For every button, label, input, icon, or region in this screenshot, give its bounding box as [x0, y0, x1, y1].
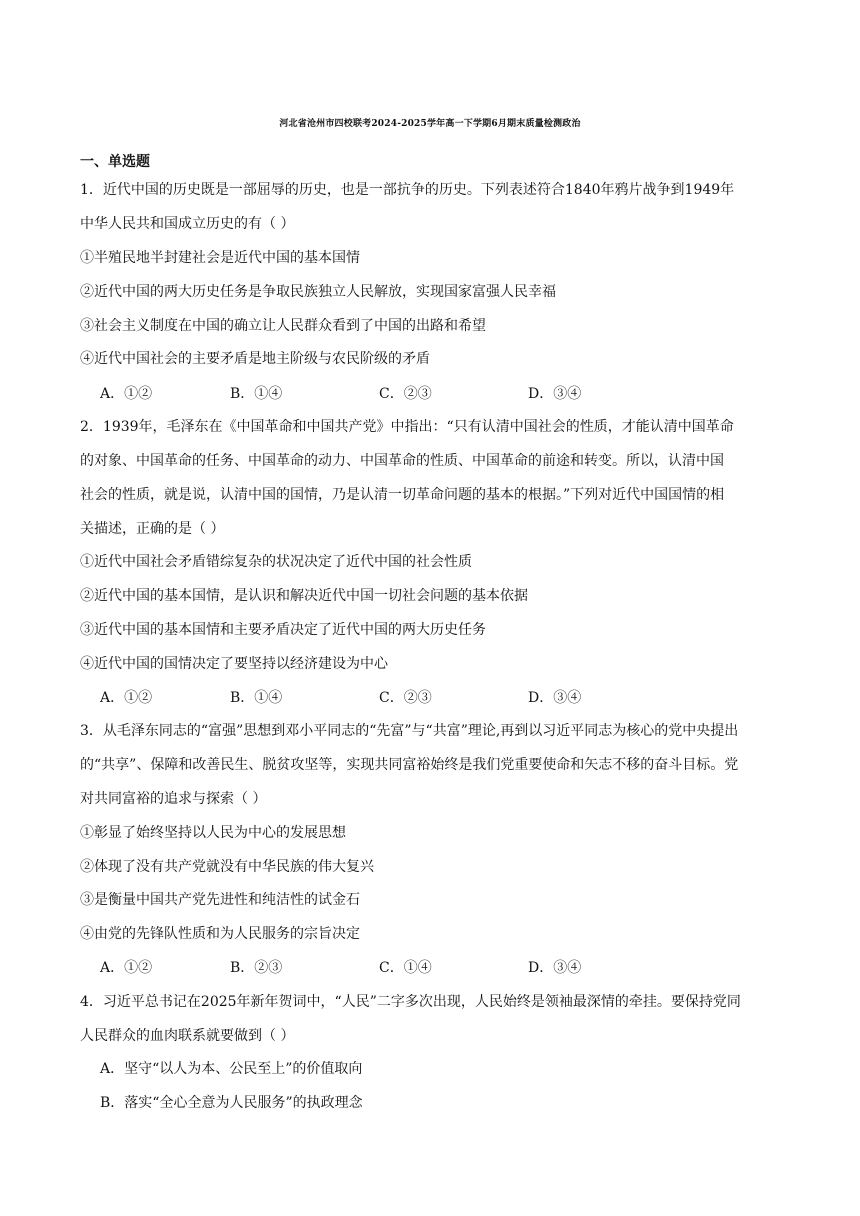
q2-option-d: D．③④ [528, 690, 582, 706]
section-heading: 一、单选题 [80, 154, 150, 170]
q2-stem-line-4: 关描述，正确的是（ ） [80, 521, 225, 537]
q1-item-4: ④近代中国社会的主要矛盾是地主阶级与农民阶级的矛盾 [80, 351, 430, 367]
q2-item-1: ①近代中国社会矛盾错综复杂的状况决定了近代中国的社会性质 [80, 554, 472, 570]
q1-option-d: D．③④ [528, 386, 582, 402]
q1-option-b: B．①④ [230, 386, 283, 402]
q1-option-c: C．②③ [379, 386, 432, 402]
q3-item-2: ②体现了没有共产党就没有中华民族的伟大复兴 [80, 859, 374, 875]
q3-option-a: A．①② [100, 960, 153, 976]
q3-option-c: C．①④ [379, 960, 432, 976]
q1-stem-line-2: 中华人民共和国成立历史的有（ ） [80, 216, 295, 232]
q4-stem-line-1: 4．习近平总书记在2025年新年贺词中，“人民”二字多次出现，人民始终是领袖最深情的牵挂。要保持党同 [80, 994, 741, 1010]
q2-item-3: ③近代中国的基本国情和主要矛盾决定了近代中国的两大历史任务 [80, 622, 486, 638]
q3-item-1: ①彰显了始终坚持以人民为中心的发展思想 [80, 825, 346, 841]
q1-option-a: A．①② [100, 386, 153, 402]
q2-stem-line-2: 的对象、中国革命的任务、中国革命的动力、中国革命的性质、中国革命的前途和转变。所以，认清中国 [80, 453, 724, 469]
q1-stem-line-1: 1．近代中国的历史既是一部屈辱的历史，也是一部抗争的历史。下列表述符合1840年鸦片战争到1949年 [80, 182, 735, 198]
q2-item-2: ②近代中国的基本国情，是认识和解决近代中国一切社会问题的基本依据 [80, 588, 528, 604]
q3-stem-line-2: 的“共享”、保障和改善民生、脱贫攻坚等，实现共同富裕始终是我们党重要使命和矢志不移的奋斗目标。党 [80, 757, 739, 773]
page-title: 河北省沧州市四校联考2024-2025学年高一下学期6月期末质量检测政治 [279, 119, 581, 129]
q4-stem-line-2: 人民群众的血肉联系就要做到（ ） [80, 1028, 295, 1044]
q2-item-4: ④近代中国的国情决定了要坚持以经济建设为中心 [80, 656, 388, 672]
q2-option-a: A．①② [100, 690, 153, 706]
q3-item-3: ③是衡量中国共产党先进性和纯洁性的试金石 [80, 892, 360, 908]
q3-option-d: D．③④ [528, 960, 582, 976]
q2-option-c: C．②③ [379, 690, 432, 706]
q2-option-b: B．①④ [230, 690, 283, 706]
q1-item-3: ③社会主义制度在中国的确立让人民群众看到了中国的出路和希望 [80, 318, 486, 334]
q3-stem-line-1: 3．从毛泽东同志的“富强”思想到邓小平同志的“先富”与“共富”理论,再到以习近平同志为核心的党中央提出 [80, 723, 739, 739]
q4-option-a: A．坚守“以人为本、公民至上”的价值取向 [100, 1061, 363, 1077]
q4-option-b: B．落实“全心全意为人民服务”的执政理念 [100, 1095, 363, 1111]
q2-stem-line-1: 2．1939年，毛泽东在《中国革命和中国共产党》中指出：“只有认清中国社会的性质，才能认清中国革命 [80, 419, 734, 435]
q3-stem-line-3: 对共同富裕的追求与探索（ ） [80, 791, 267, 807]
q3-option-b: B．②③ [230, 960, 283, 976]
q1-item-1: ①半殖民地半封建社会是近代中国的基本国情 [80, 250, 360, 266]
q3-item-4: ④由党的先锋队性质和为人民服务的宗旨决定 [80, 926, 360, 942]
q1-item-2: ②近代中国的两大历史任务是争取民族独立人民解放，实现国家富强人民幸福 [80, 284, 556, 300]
q2-stem-line-3: 社会的性质，就是说，认清中国的国情，乃是认清一切革命问题的基本的根据。”下列对近代中国国情的相 [80, 487, 725, 503]
